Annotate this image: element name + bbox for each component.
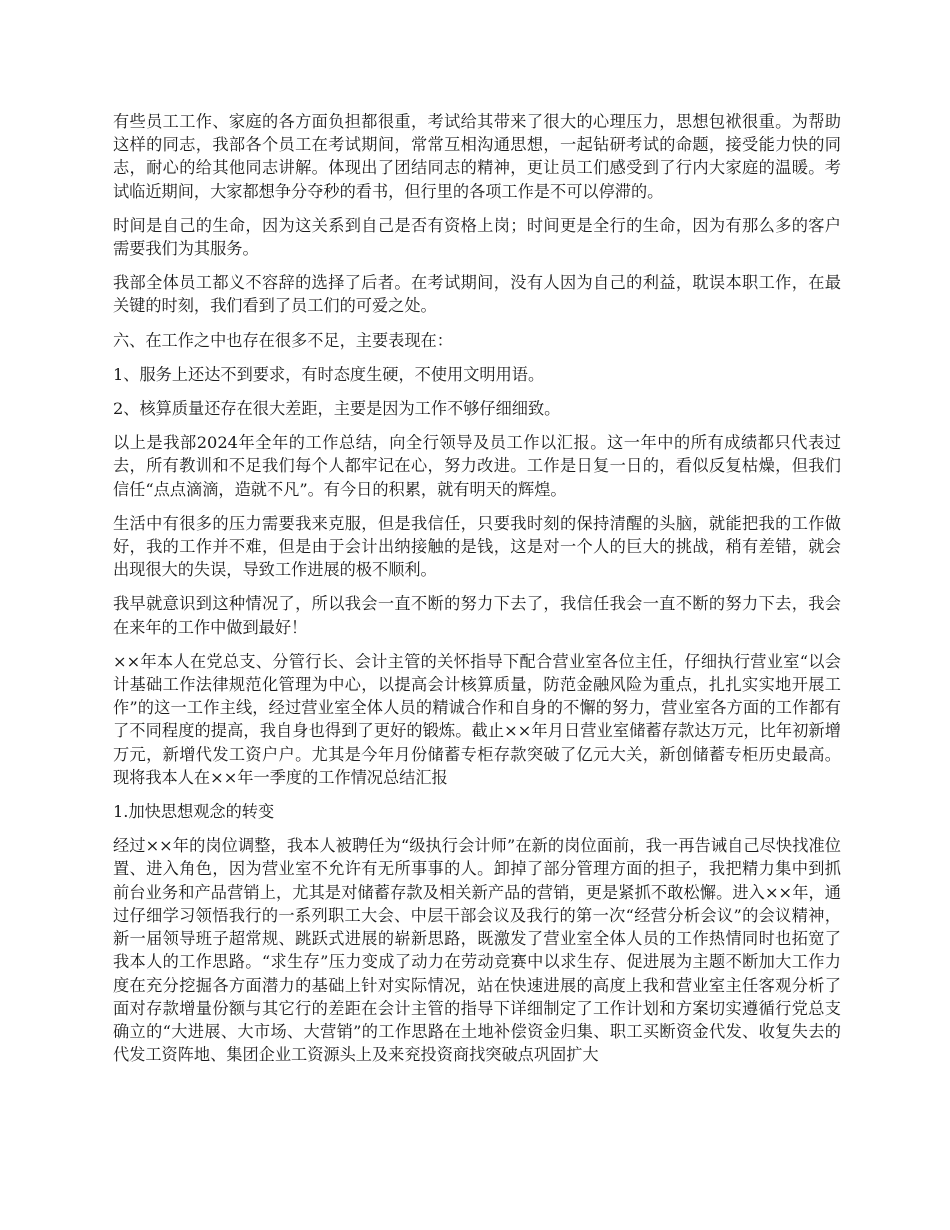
- paragraph-choice: 我部全体员工都义不容辞的选择了后者。在考试期间，没有人因为自己的利益，耽误本职工作，在最关键的时刻，我们看到了员工们的可爱之处。: [113, 273, 841, 316]
- list-item-service: 1、服务上还达不到要求，有时态度生硬，不使用文明用语。: [113, 364, 545, 384]
- section-heading-mindset: 1.加快思想观念的转变: [113, 802, 275, 822]
- paragraph-resolve: 我早就意识到这种情况了，所以我会一直不断的努力下去了，我信任我会一直不断的努力下去，我会在来年的工作中做到最好！: [113, 594, 841, 637]
- document-body: [113, 110, 841, 1077]
- paragraph-annual-report: ××年本人在党总支、分管行长、会计主管的关怀指导下配合营业室各位主任，仔细执行营业室“以会计基础工作法律规范化管理为中心，以提高会计核算质量，防范金融风险为重点，扎扎实实地开展工作”的这一工作主线，经过营业室全体人员的精诚合作和自身的不懈的努力，营业室各方面的工作都有了不同程度的提高，我自身也得到了更好的锻炼。截止××年月日营业室储蓄存款达万元，比年初新增万元，新增代发工资户户。尤其是今年月份储蓄专柜存款突破了亿元大关，新创储蓄专柜历史最高。现将我本人在××年一季度的工作情况总结汇报: [113, 651, 841, 787]
- paragraph-job-adjustment: 经过××年的岗位调整，我本人被聘任为“级执行会计师”在新的岗位面前，我一再告诫自己尽快找准位置、进入角色，因为营业室不允许有无所事事的人。卸掉了部分管理方面的担子，我把精力集中到抓前台业务和产品营销上，尤其是对储蓄存款及相关新产品的营销，更是紧抓不敢松懈。进入××年，通过仔细学习领悟我行的一系列职工大会、中层干部会议及我行的第一次“经营分析会议”的会议精神，新一届领导班子超常规、跳跃式进展的崭新思路，既激发了营业室全体人员的工作热情同时也拓宽了我本人的工作思路。“求生存”压力变成了动力在劳动竞赛中以求生存、促进展为主题不断加大工作力度在充分挖掘各方面潜力的基础上针对实际情况，站在快速进展的高度上我和营业室主任客观分析了面对存款增量份额与其它行的差距在会计主管的指导下详细制定了工作计划和方案切实遵循行党总支确立的“大进展、大市场、大营销”的工作思路在土地补偿资金归集、职工买断资金代发、收复失去的代发工资阵地、集团企业工资源头上及来兖投资商找突破点巩固扩大: [113, 836, 841, 1065]
- section-heading-shortcomings: 六、在工作之中也存在很多不足，主要表现在：: [113, 330, 453, 350]
- list-item-accounting-quality: 2、核算质量还存在很大差距，主要是因为工作不够仔细细致。: [113, 399, 561, 419]
- paragraph-time-is-life: 时间是自己的生命，因为这关系到自己是否有资格上岗；时间更是全行的生命，因为有那么多的客户需要我们为其服务。: [113, 215, 841, 259]
- paragraph-pressure: 生活中有很多的压力需要我来克服，但是我信任，只要我时刻的保持清醒的头脑，就能把我的工作做好，我的工作并不难，但是由于会计出纳接触的是钱，这是对一个人的巨大的挑战，稍有差错，就会出现很大的失误，导致工作进展的极不顺利。: [113, 513, 841, 580]
- paragraph-staff-burden: 有些员工工作、家庭的各方面负担都很重，考试给其带来了很大的心理压力，思想包袱很重。为帮助这样的同志，我部各个员工在考试期间，常常互相沟通思想，一起钻研考试的命题，接受能力快的同志，耐心的给其他同志讲解。体现出了团结同志的精神，更让员工们感受到了行内大家庭的温暖。考试临近期间，大家都想争分夺秒的看书，但行里的各项工作是不可以停滞的。: [113, 112, 841, 201]
- paragraph-summary: 以上是我部2024年全年的工作总结，向全行领导及员工作以汇报。这一年中的所有成绩都只代表过去，所有教训和不足我们每个人都牢记在心，努力改进。工作是日复一日的，看似反复枯燥，但我们信任“点点滴滴，造就不凡”。有今日的积累，就有明天的辉煌。: [113, 433, 841, 499]
